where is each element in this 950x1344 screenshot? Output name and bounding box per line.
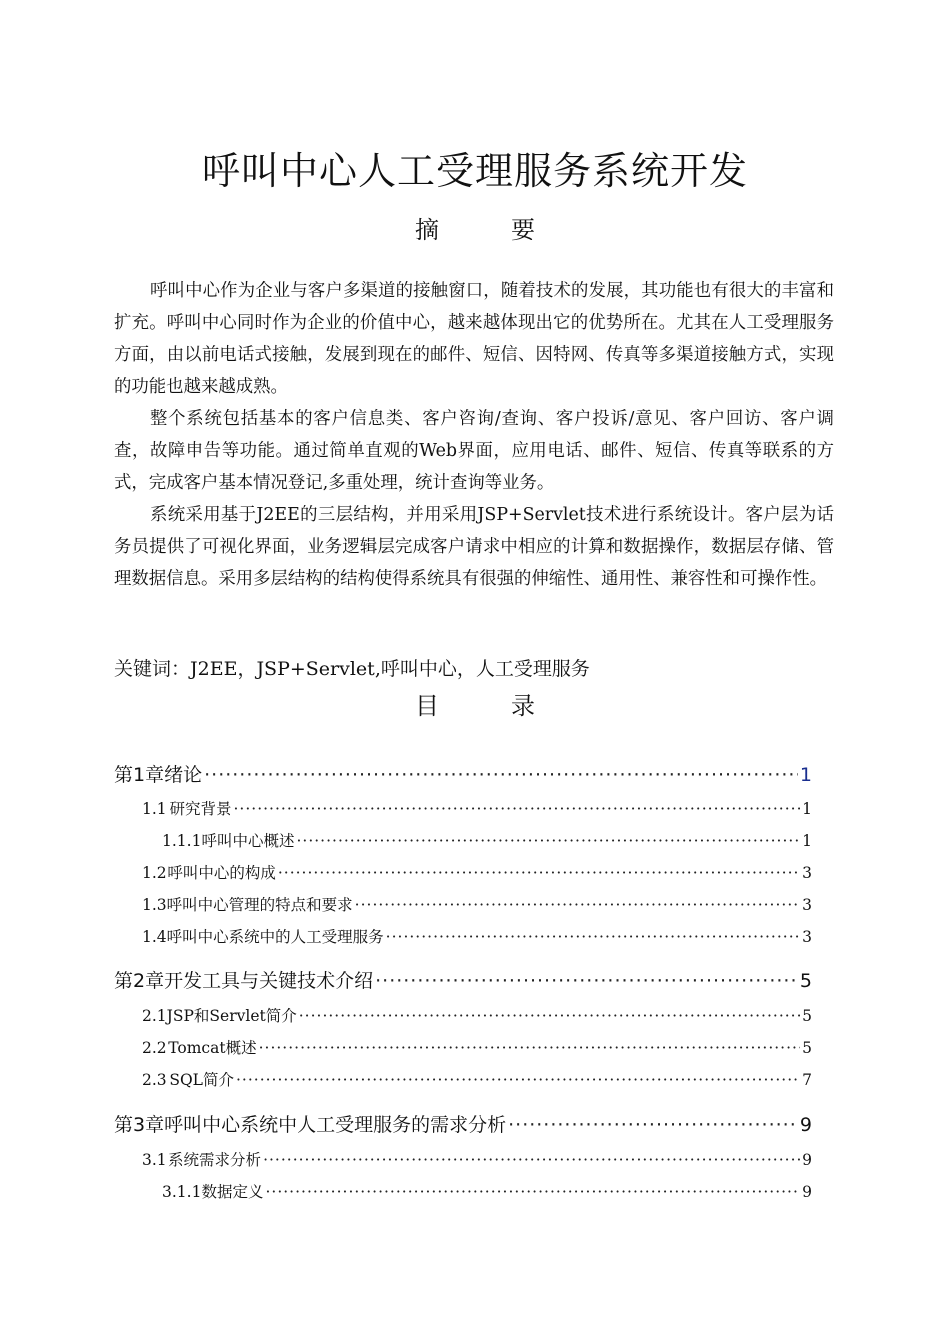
abstract-heading: 摘 要 [415, 216, 559, 244]
toc-entry-number: 1.1.1 [162, 832, 202, 850]
toc-entry-number: 1.3 [142, 896, 167, 914]
abstract-body [114, 275, 834, 595]
toc-entry-number: 2.3 [142, 1071, 167, 1089]
toc-entry-number: 1.2 [142, 864, 167, 882]
toc-entry-section[interactable] [142, 1004, 812, 1026]
toc-entry-number: 第2章 [114, 970, 165, 992]
toc-entry-page: 9 [802, 1183, 812, 1201]
toc-entry-page: 1 [802, 832, 812, 850]
toc-entry-page: 3 [802, 864, 812, 882]
toc-dot-leader [234, 800, 801, 818]
toc-entry-number: 3.1 [142, 1151, 167, 1169]
toc-entry-number: 1.4 [142, 928, 167, 946]
toc-entry-title: SQL简介 [169, 1071, 234, 1089]
toc-dot-leader [265, 1183, 800, 1201]
toc-entry-title: 呼叫中心的构成 [167, 864, 276, 882]
toc-entry-page: 3 [802, 928, 812, 946]
toc-entry-subsection[interactable] [162, 829, 812, 851]
toc-entry-title: 研究背景 [169, 800, 232, 818]
toc-entry-title: 呼叫中心系统中人工受理服务的需求分析 [164, 1114, 507, 1136]
toc-entry-title: 呼叫中心管理的特点和要求 [166, 896, 353, 914]
toc-entry-title: 数据定义 [201, 1183, 264, 1201]
toc-entry-page: 3 [802, 896, 812, 914]
toc-dot-leader [236, 1071, 800, 1089]
toc-entry-number: 1.1 [142, 800, 167, 818]
toc-entry-section[interactable] [142, 797, 812, 819]
toc-dot-leader [263, 1151, 800, 1169]
toc-entry-number: 3.1.1 [162, 1183, 202, 1201]
toc-heading: 目 录 [415, 692, 559, 720]
toc-entry-page: 7 [802, 1071, 812, 1089]
toc-dot-leader [355, 896, 800, 914]
toc-entry-section[interactable] [142, 1036, 812, 1058]
toc-entry-subsection[interactable] [162, 1180, 812, 1202]
toc-dot-leader [508, 1114, 798, 1136]
toc-entry-section[interactable] [142, 1148, 812, 1170]
toc-entry-chapter[interactable] [114, 966, 812, 993]
toc-entry-title: Tomcat概述 [168, 1039, 257, 1057]
toc-entry-page: 9 [799, 1114, 812, 1136]
toc-dot-leader [299, 1007, 800, 1025]
abstract-paragraph: 系统采用基于J2EE的三层结构，并用采用JSP+Servlet技术进行系统设计。客户层为话务员提供了可视化界面，业务逻辑层完成客户请求中相应的计算和数据操作，数据层存储、管理数据信息。采用多层结构的结构使得系统具有很强的伸缩性、通用性、兼容性和可操作性。 [114, 505, 834, 589]
toc-dot-leader [386, 928, 800, 946]
abstract-paragraph: 整个系统包括基本的客户信息类、客户咨询/查询、客户投诉/意见、客户回访、客户调查，故障申告等功能。通过简单直观的Web界面，应用电话、邮件、短信、传真等联系的方式，完成客户基本情况登记,多重处理，统计查询等业务。 [114, 409, 834, 493]
toc-entry-chapter[interactable] [114, 1110, 812, 1137]
toc-entry-section[interactable] [142, 1068, 812, 1090]
toc-entry-title: 呼叫中心概述 [201, 832, 295, 850]
abstract-paragraph: 呼叫中心作为企业与客户多渠道的接触窗口，随着技术的发展，其功能也有很大的丰富和扩充。呼叫中心同时作为企业的价值中心，越来越体现出它的优势所在。尤其在人工受理服务方面，由以前电话式接触，发展到现在的邮件、短信、因特网、传真等多渠道接触方式，实现的功能也越来越成熟。 [114, 281, 834, 397]
keywords-line: 关键词：J2EE，JSP+Servlet,呼叫中心，人工受理服务 [114, 658, 590, 680]
toc-entry-title: 呼叫中心系统中的人工受理服务 [166, 928, 384, 946]
toc-entry-title: JSP和Servlet简介 [166, 1007, 297, 1025]
toc-dot-leader [296, 832, 800, 850]
toc-entry-page: 1 [802, 800, 812, 818]
toc-dot-leader [375, 970, 798, 992]
toc-entry-section[interactable] [142, 925, 812, 947]
toc-entry-title: 绪论 [164, 764, 203, 786]
toc-entry-page: 1 [799, 764, 812, 786]
toc-entry-page: 5 [802, 1007, 812, 1025]
document-title: 呼叫中心人工受理服务系统开发 [201, 149, 748, 193]
toc-entry-page: 9 [802, 1151, 812, 1169]
toc-entry-number: 第3章 [114, 1114, 165, 1136]
toc-entry-chapter[interactable] [114, 760, 812, 787]
toc-dot-leader [278, 864, 800, 882]
toc-entry-number: 2.1 [142, 1007, 167, 1025]
toc-dot-leader [204, 764, 798, 786]
toc-entry-page: 5 [799, 970, 812, 992]
toc-entry-title: 开发工具与关键技术介绍 [164, 970, 374, 992]
toc-entry-section[interactable] [142, 861, 812, 883]
toc-entry-number: 第1章 [114, 764, 165, 786]
toc-entry-page: 5 [802, 1039, 812, 1057]
toc-entry-section[interactable] [142, 893, 812, 915]
toc-entry-title: 系统需求分析 [168, 1151, 262, 1169]
toc-entry-number: 2.2 [142, 1039, 167, 1057]
toc-dot-leader [259, 1039, 801, 1057]
